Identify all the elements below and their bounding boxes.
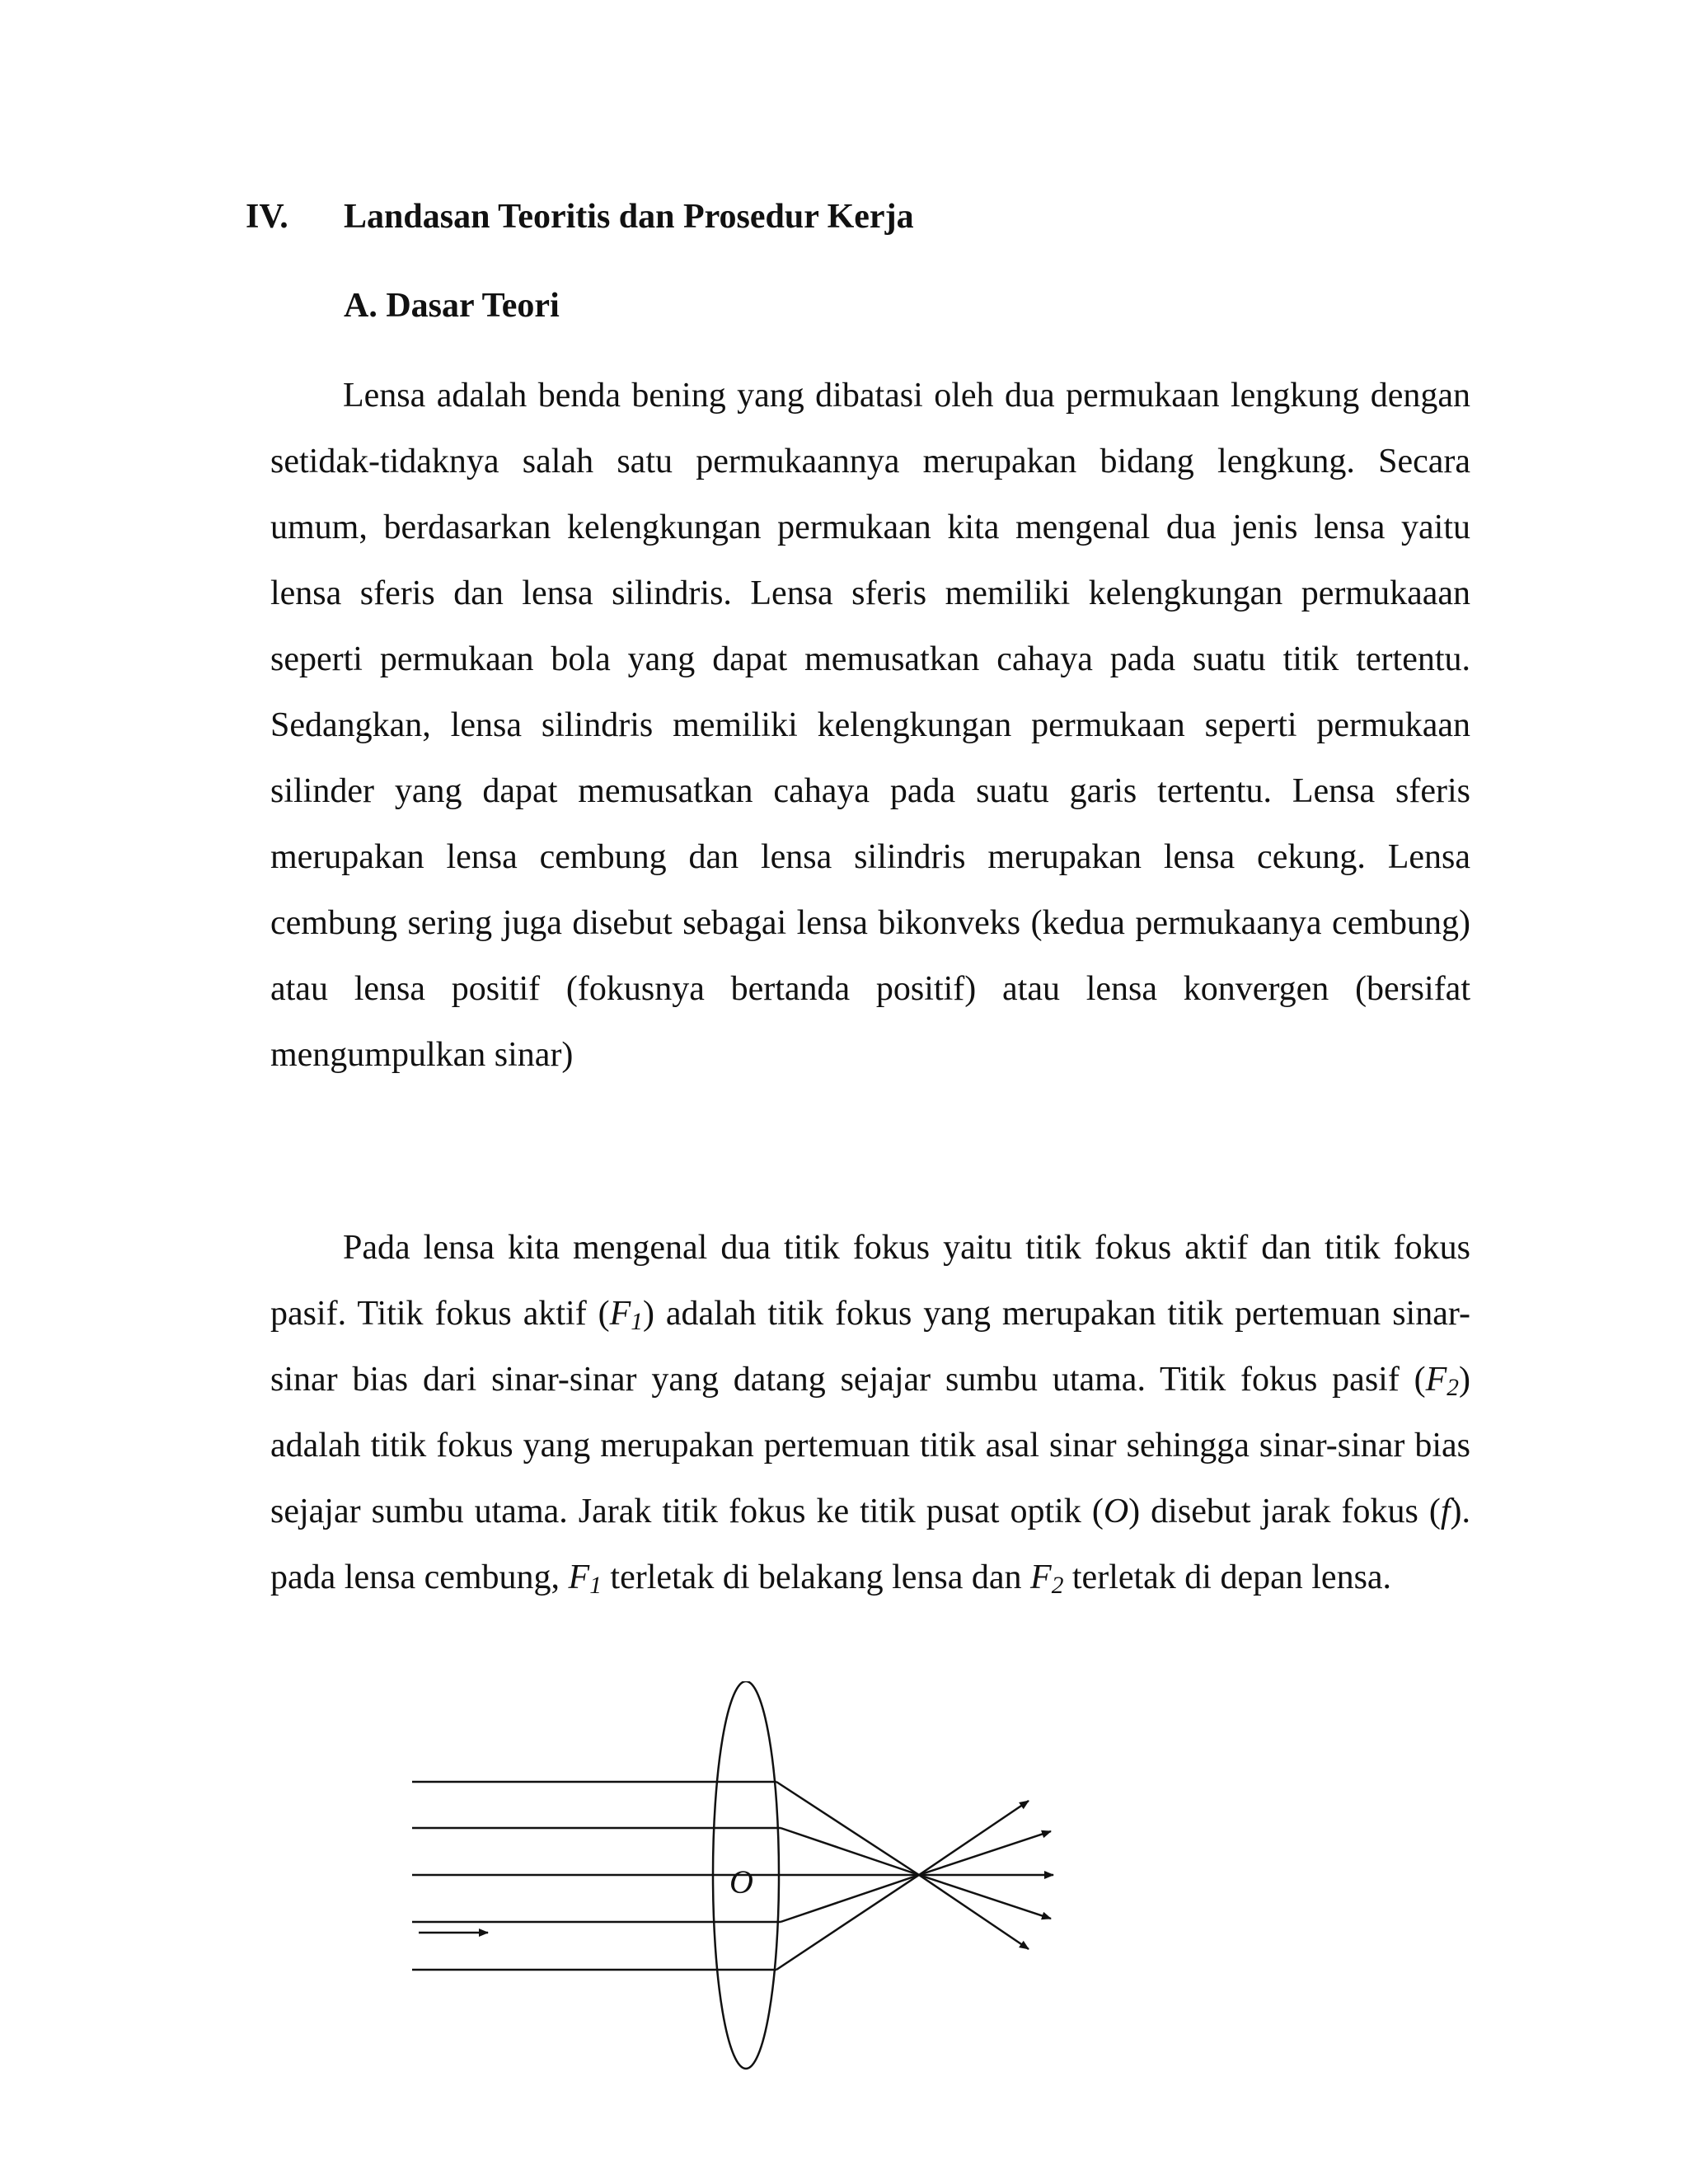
symbol-f1: $F_1$ [609, 1295, 643, 1335]
emergent-ray [919, 1801, 1029, 1875]
symbol-f2-front: $F_2$ [1030, 1558, 1064, 1599]
symbol-f1-back: $F_1$ [568, 1558, 602, 1599]
emergent-ray [919, 1875, 1051, 1919]
symbol-f2: $F_2$ [1425, 1361, 1459, 1401]
refracted-ray [776, 1875, 919, 1970]
subsection-title: A. Dasar Teori [344, 287, 560, 325]
convex-lens-diagram [396, 1681, 1104, 2110]
paragraph-focal-points [270, 1215, 1470, 1610]
text-segment: ) adalah titik fokus yang merupakan pertemuan titik asal sinar sehingga sinar-sinar bias sejajar sumbu utama. Jarak titik fokus ke titik pusat optik ( [270, 1361, 1470, 1530]
lens-center-label: O [729, 1863, 753, 1900]
emergent-ray [919, 1875, 1029, 1949]
text-segment: terletak di depan lensa. [1063, 1558, 1392, 1596]
section-title: Landasan Teoritis dan Prosedur Kerja [344, 198, 914, 236]
symbol-f: f [1440, 1493, 1451, 1530]
text-segment: ) disebut jarak fokus ( [1128, 1493, 1441, 1530]
text-segment: terletak di belakang lensa dan [601, 1558, 1031, 1596]
paragraph-lens-definition: Lensa adalah benda bening yang dibatasi oleh dua permukaan lengkung dengan setidak-tidaknya salah satu permukaannya merupakan bidang lengkung. Secara umum, berdasarkan kelengkungan permukaan kita mengenal dua jenis lensa yaitu lensa sferis dan lensa silindris. Lensa sferis memiliki kelengkungan permukaaan seperti permukaan bola yang dapat memusatkan cahaya pada suatu titik tertentu. Sedangkan, lensa silindris memiliki kelengkungan permukaan seperti permukaan silinder yang dapat memusatkan cahaya pada suatu garis tertentu. Lensa sferis merupakan lensa cembung dan lensa silindris merupakan lensa cekung. Lensa cembung sering juga disebut sebagai lensa bikonveks (kedua permukaanya cembung) atau lensa positif (fokusnya bertanda positif) atau lensa konvergen (bersifat mengumpulkan sinar) [270, 377, 1470, 1074]
text-segment: ) adalah titik fokus yang merupakan titik pertemuan sinar-sinar bias dari sinar-sinar yang datang sejajar sumbu utama. Titik fokus pasif ( [270, 1295, 1470, 1399]
refracted-ray [776, 1782, 919, 1875]
emergent-ray [919, 1831, 1051, 1875]
text-segment: Pada lensa kita mengenal dua titik fokus yaitu titik fokus aktif dan titik fokus pasif. Titik fokus aktif ( [270, 1229, 1470, 1333]
refracted-ray [781, 1875, 919, 1922]
refracted-ray [781, 1828, 919, 1875]
text-segment: ). pada lensa cembung, [270, 1493, 1470, 1596]
symbol-o: O [1103, 1493, 1129, 1530]
section-number: IV. [246, 198, 288, 236]
